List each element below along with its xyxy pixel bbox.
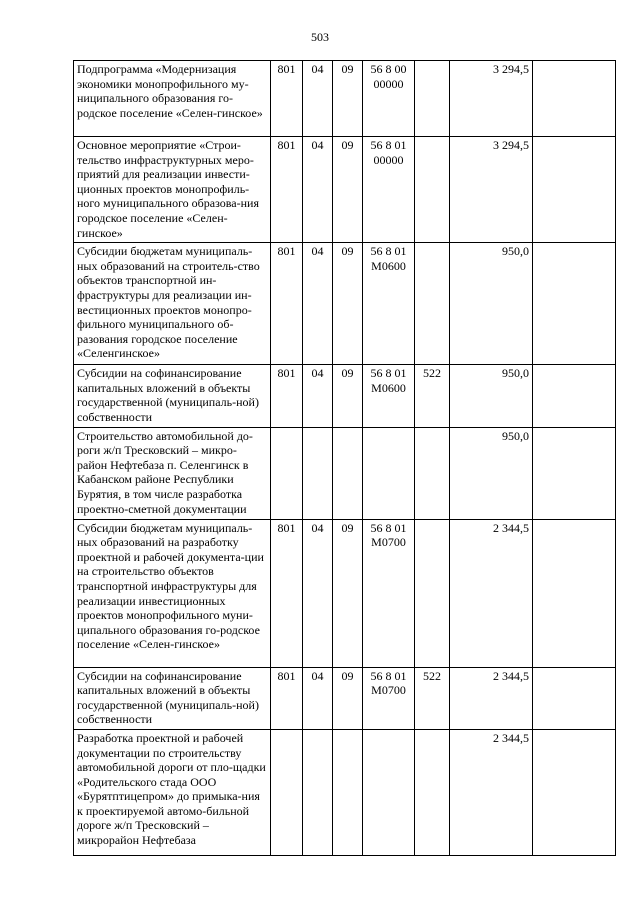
table-row xyxy=(74,667,616,729)
item-name: Строительство автомобильной до-роги ж/п Тресковский – микро-район Нефтебаза п. Селенгинск в Кабанском районе Республики Бурятия, в том числе разработка проектно-сметной документации xyxy=(74,427,271,519)
item-name: Основное мероприятие «Строи-тельство инфраструктурных меро-приятий для реализации инвести-ционных проектов монопрофиль-ного муниципального образова-ния городское поселение «Селен-гинское» xyxy=(74,137,271,243)
section-code xyxy=(303,729,333,855)
extra-amount xyxy=(533,729,616,855)
subsection-code xyxy=(333,427,363,519)
section-code: 04 xyxy=(303,243,333,365)
amount: 950,0 xyxy=(450,365,533,427)
subsection-code: 09 xyxy=(333,519,363,667)
target-article xyxy=(363,729,415,855)
expense-type: 522 xyxy=(415,365,450,427)
item-name: Субсидии бюджетам муниципаль-ных образований на строитель-ство объектов транспортной ин-фраструктуры для реализации ин-вестиционных проектов монопро-фильного муниципального об-разования городское поселение «Селенгинское» xyxy=(74,243,271,365)
item-name: Субсидии на софинансирование капитальных вложений в объекты государственной (муниципаль-ной) собственности xyxy=(74,667,271,729)
subsection-code xyxy=(333,729,363,855)
amount: 950,0 xyxy=(450,427,533,519)
ministry-code xyxy=(271,427,303,519)
target-article xyxy=(363,427,415,519)
extra-amount xyxy=(533,61,616,137)
amount: 2 344,5 xyxy=(450,519,533,667)
subsection-code: 09 xyxy=(333,667,363,729)
expense-type xyxy=(415,243,450,365)
extra-amount xyxy=(533,667,616,729)
table-row xyxy=(74,243,616,365)
expense-type xyxy=(415,519,450,667)
expense-type xyxy=(415,729,450,855)
page-number: 503 xyxy=(311,30,329,44)
amount: 2 344,5 xyxy=(450,729,533,855)
section-code: 04 xyxy=(303,137,333,243)
table-row xyxy=(74,729,616,855)
target-article: 56 8 01 M0600 xyxy=(363,243,415,365)
amount: 3 294,5 xyxy=(450,137,533,243)
subsection-code: 09 xyxy=(333,365,363,427)
item-name: Разработка проектной и рабочей документации по строительству автомобильной дороги от пло-щадки «Родительского стада ООО «Бурятптицепром» до примыка-ния к проектируемой автомо-бильной дороге ж/п Тресковский – микрорайон Нефтебаза xyxy=(74,729,271,855)
item-name: Субсидии бюджетам муниципаль-ных образований на разработку проектной и рабочей документа-ции на строительство объектов транспортной инфраструктуры для реализации инвестиционных проектов монопрофильного муни-ципального образования го-родское поселение «Селен-гинское» xyxy=(74,519,271,667)
extra-amount xyxy=(533,519,616,667)
extra-amount xyxy=(533,243,616,365)
item-name: Субсидии на софинансирование капитальных вложений в объекты государственной (муниципаль-ной) собственности xyxy=(74,365,271,427)
amount: 2 344,5 xyxy=(450,667,533,729)
table-row xyxy=(74,427,616,519)
section-code: 04 xyxy=(303,365,333,427)
target-article: 56 8 01 M0700 xyxy=(363,519,415,667)
table-row xyxy=(74,519,616,667)
table-row xyxy=(74,61,616,137)
ministry-code: 801 xyxy=(271,137,303,243)
ministry-code: 801 xyxy=(271,243,303,365)
ministry-code: 801 xyxy=(271,667,303,729)
section-code: 04 xyxy=(303,667,333,729)
section-code xyxy=(303,427,333,519)
table-row xyxy=(74,137,616,243)
target-article: 56 8 01 00000 xyxy=(363,137,415,243)
target-article: 56 8 01 M0600 xyxy=(363,365,415,427)
expense-type xyxy=(415,137,450,243)
expense-type xyxy=(415,61,450,137)
extra-amount xyxy=(533,365,616,427)
ministry-code: 801 xyxy=(271,61,303,137)
section-code: 04 xyxy=(303,519,333,667)
target-article: 56 8 00 00000 xyxy=(363,61,415,137)
table-row xyxy=(74,365,616,427)
subsection-code: 09 xyxy=(333,243,363,365)
ministry-code xyxy=(271,729,303,855)
budget-table xyxy=(73,60,616,856)
expense-type: 522 xyxy=(415,667,450,729)
subsection-code: 09 xyxy=(333,137,363,243)
ministry-code: 801 xyxy=(271,365,303,427)
extra-amount xyxy=(533,427,616,519)
extra-amount xyxy=(533,137,616,243)
item-name: Подпрограмма «Модернизация экономики монопрофильного му-ниципального образования го-родское поселение «Селен-гинское» xyxy=(74,61,271,137)
section-code: 04 xyxy=(303,61,333,137)
amount: 3 294,5 xyxy=(450,61,533,137)
target-article: 56 8 01 M0700 xyxy=(363,667,415,729)
amount: 950,0 xyxy=(450,243,533,365)
subsection-code: 09 xyxy=(333,61,363,137)
ministry-code: 801 xyxy=(271,519,303,667)
expense-type xyxy=(415,427,450,519)
